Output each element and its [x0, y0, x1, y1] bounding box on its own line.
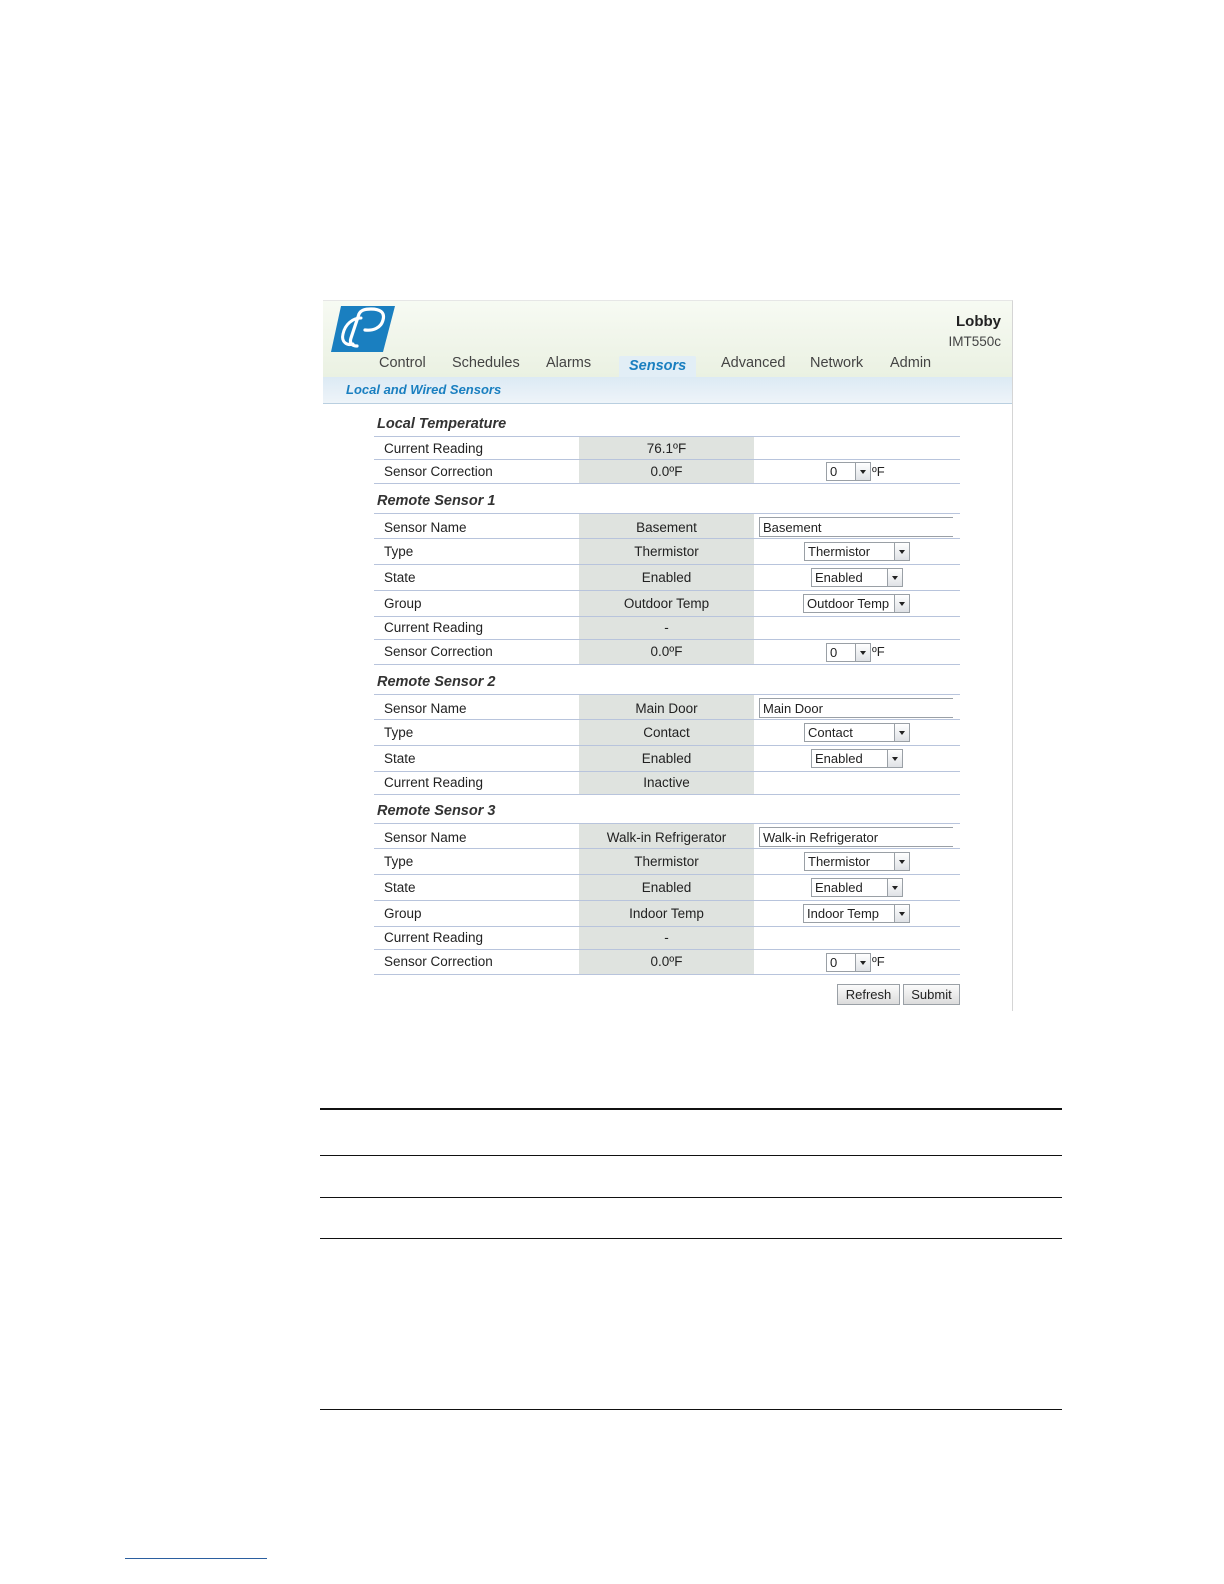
section-header — [323, 377, 1013, 404]
table-row — [374, 539, 960, 565]
tab-network[interactable]: Network — [810, 355, 864, 371]
sensor-name-input[interactable] — [759, 827, 953, 847]
table-bottom-rule — [320, 1409, 1062, 1410]
row-label: Group — [384, 596, 422, 611]
table-divider — [320, 1155, 1062, 1156]
section-header-title: Local and Wired Sensors — [346, 382, 502, 397]
chevron-down-icon — [894, 853, 909, 870]
sensors-page-screenshot — [323, 300, 1013, 1011]
row-label: Current Reading — [384, 775, 484, 790]
chevron-down-icon — [855, 644, 870, 661]
table-row — [374, 927, 960, 950]
chevron-down-icon — [887, 750, 902, 767]
table-divider — [320, 1197, 1062, 1198]
chevron-down-icon — [894, 905, 909, 922]
row-value: 0.0ºF — [579, 460, 754, 483]
footnote-rule — [125, 1558, 267, 1559]
row-label: Current Reading — [384, 620, 484, 635]
table-row — [374, 513, 960, 539]
row-label: Sensor Name — [384, 701, 467, 716]
table-top-rule — [320, 1108, 1062, 1110]
row-value: Outdoor Temp — [579, 591, 754, 616]
submit-button[interactable]: Submit — [903, 984, 960, 1005]
chevron-down-icon — [894, 724, 909, 741]
row-label: Type — [384, 544, 414, 559]
tab-sensors[interactable]: Sensors — [619, 356, 696, 378]
row-value: Enabled — [579, 746, 754, 771]
table-divider — [320, 1238, 1062, 1239]
p-logo-icon — [331, 304, 397, 354]
unit-label: ºF — [872, 954, 885, 969]
tab-control[interactable]: Control — [379, 355, 426, 371]
table-row — [374, 849, 960, 875]
row-value: Main Door — [579, 695, 754, 719]
device-model: IMT550c — [948, 334, 1001, 349]
state-select[interactable]: Enabled — [811, 568, 903, 587]
type-select[interactable]: Thermistor — [804, 542, 910, 561]
row-value: Thermistor — [579, 849, 754, 874]
chevron-down-icon — [855, 954, 870, 971]
chevron-down-icon — [887, 879, 902, 896]
table-row — [374, 875, 960, 901]
row-value: - — [579, 617, 754, 639]
table-row — [374, 950, 960, 975]
row-value: 0.0ºF — [579, 640, 754, 664]
row-label: Sensor Correction — [384, 464, 493, 479]
tab-schedules[interactable]: Schedules — [452, 355, 520, 371]
sensor-correction-select[interactable]: 0 — [826, 643, 871, 662]
chevron-down-icon — [887, 569, 902, 586]
table-row — [374, 720, 960, 746]
row-value: Inactive — [579, 772, 754, 794]
table-row — [374, 694, 960, 720]
remote-sensor-2-title: Remote Sensor 2 — [377, 674, 496, 690]
table-row — [374, 772, 960, 795]
row-value: - — [579, 927, 754, 949]
row-value: 0.0ºF — [579, 950, 754, 974]
remote-sensor-3-title: Remote Sensor 3 — [377, 803, 496, 819]
sensor-name-input[interactable] — [759, 698, 953, 718]
row-value: Enabled — [579, 565, 754, 590]
table-row — [374, 823, 960, 849]
table-row — [374, 591, 960, 617]
sensor-correction-select[interactable]: 0 — [826, 462, 871, 481]
type-select[interactable]: Thermistor — [804, 852, 910, 871]
tab-advanced[interactable]: Advanced — [721, 355, 786, 371]
table-row — [374, 746, 960, 772]
table-row — [374, 617, 960, 640]
unit-label: ºF — [872, 464, 885, 479]
type-select[interactable]: Contact — [804, 723, 910, 742]
row-label: State — [384, 880, 416, 895]
row-label: State — [384, 570, 416, 585]
tab-alarms[interactable]: Alarms — [546, 355, 592, 371]
chevron-down-icon — [894, 543, 909, 560]
device-name: Lobby — [956, 313, 1001, 330]
tab-admin[interactable]: Admin — [890, 355, 932, 371]
row-label: Current Reading — [384, 930, 484, 945]
state-select[interactable]: Enabled — [811, 749, 903, 768]
row-label: Sensor Name — [384, 830, 467, 845]
row-value: Contact — [579, 720, 754, 745]
refresh-button[interactable]: Refresh — [837, 984, 900, 1005]
row-value: Thermistor — [579, 539, 754, 564]
row-label: Sensor Correction — [384, 954, 493, 969]
sensor-name-input[interactable] — [759, 517, 953, 537]
state-select[interactable]: Enabled — [811, 878, 903, 897]
row-label: Type — [384, 854, 414, 869]
table-row — [374, 460, 960, 484]
page-header — [323, 301, 1013, 377]
row-value: 76.1ºF — [579, 437, 754, 459]
row-label: Current Reading — [384, 441, 484, 456]
row-label: State — [384, 751, 416, 766]
table-row — [374, 565, 960, 591]
row-label: Sensor Name — [384, 520, 467, 535]
row-value: Indoor Temp — [579, 901, 754, 926]
chevron-down-icon — [894, 595, 909, 612]
row-value: Basement — [579, 514, 754, 538]
row-label: Group — [384, 906, 422, 921]
row-label: Sensor Correction — [384, 644, 493, 659]
local-temperature-title: Local Temperature — [377, 416, 507, 432]
chevron-down-icon — [855, 463, 870, 480]
row-value: Enabled — [579, 875, 754, 900]
group-select[interactable]: Outdoor Temp — [803, 594, 910, 613]
row-value: Walk-in Refrigerator — [579, 824, 754, 848]
table-row — [374, 901, 960, 927]
sensor-correction-select[interactable]: 0 — [826, 953, 871, 972]
table-row — [374, 436, 960, 460]
group-select[interactable]: Indoor Temp — [803, 904, 910, 923]
unit-label: ºF — [872, 644, 885, 659]
remote-sensor-1-title: Remote Sensor 1 — [377, 493, 496, 509]
row-label: Type — [384, 725, 414, 740]
table-row — [374, 640, 960, 665]
